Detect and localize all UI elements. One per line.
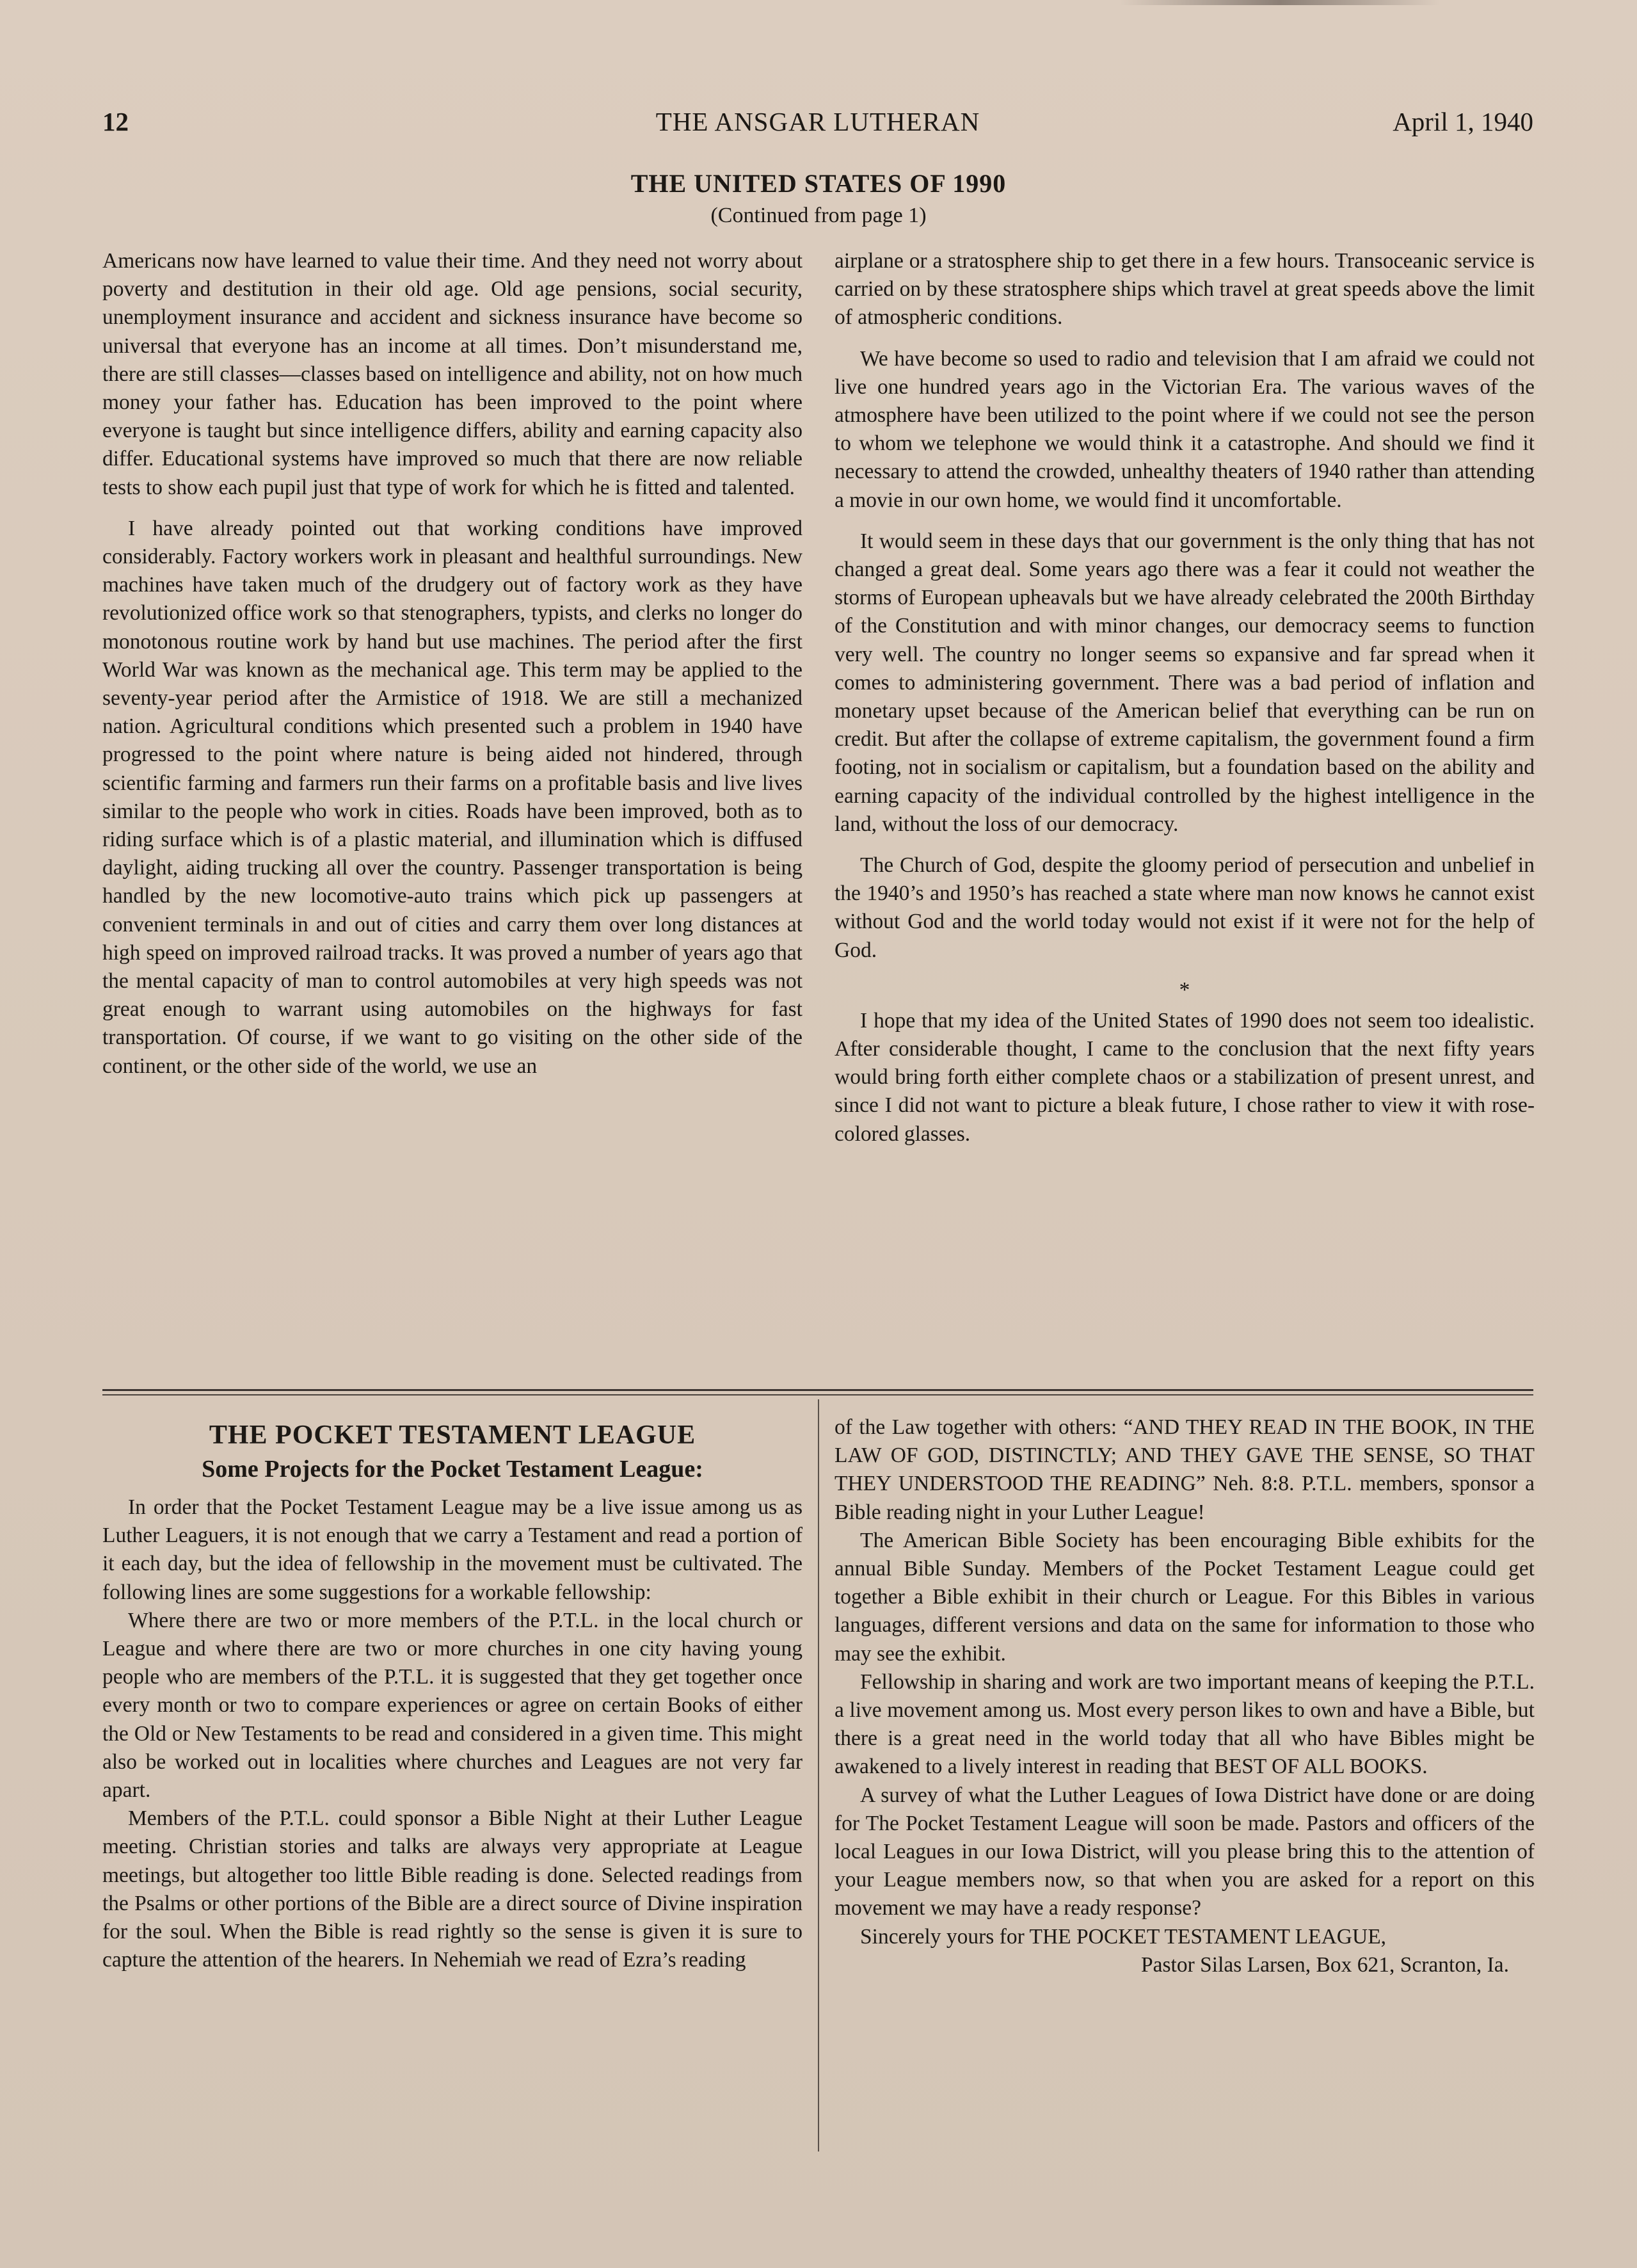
ptl-article-title: THE POCKET TESTAMENT LEAGUE: [209, 1420, 696, 1450]
section-divider: [102, 1389, 1533, 1391]
ptl-article-subtitle: Some Projects for the Pocket Testament League:: [202, 1456, 703, 1483]
article-paragraph: airplane or a stratosphere ship to get there in a few hours. Transoceanic service is carried on by these stratosphere ships which travel at great speeds above the limit of atmospheric conditions.: [834, 249, 1535, 330]
ptl-column-right: [834, 1413, 1535, 1979]
article-title: THE UNITED STATES OF 1990: [630, 169, 1007, 198]
section-separator: *: [1179, 977, 1190, 1002]
issue-date: April 1, 1940: [1393, 107, 1533, 136]
ptl-paragraph: Fellowship in sharing and work are two important means of keeping the P.T.L. a live movement among us. Most every person likes to own and have a Bible, but there is a great need in the world today that all who have Bibles might be awakened to a lively interest in reading that BEST OF ALL BOOKS.: [834, 1669, 1535, 1779]
page-edge-mark: [1120, 0, 1440, 5]
running-header: [102, 102, 1533, 141]
column-divider: [818, 1399, 819, 2151]
article-continuation-note: (Continued from page 1): [710, 204, 927, 227]
ptl-closing: Sincerely yours for THE POCKET TESTAMENT LEAGUE,: [860, 1924, 1387, 1949]
ptl-paragraph: of the Law together with others: “AND THEY READ IN THE BOOK, IN THE LAW OF GOD, DISTINCTLY; AND THEY GAVE THE SENSE, SO THAT THEY UNDERSTOOD THE READING” Neh. 8:8. P.T.L. members, sponsor a Bible reading night in your Luther League!: [834, 1415, 1535, 1524]
article-closing-paragraph: I hope that my idea of the United States of 1990 does not seem too idealistic. After considerable thought, I came to the conclusion that the next fifty years would bring forth either complete chaos or a stabilization of present unrest, and since I did not want to picture a bleak future, I chose rather to view it with rose-colored glasses.: [834, 1008, 1535, 1146]
article-paragraph: The Church of God, despite the gloomy period of persecution and unbelief in the 1940’s and 1950’s has reached a state where man now knows he cannot exist without God and the world today would not exist if it were not for the help of God.: [834, 853, 1535, 962]
section-divider-secondary: [102, 1394, 1533, 1395]
ptl-paragraph: Members of the P.T.L. could sponsor a Bible Night at their Luther League meeting. Christian stories and talks are always very appropriate at League meetings, but altogether too little Bible reading is done. Selected readings from the Psalms or other portions of the Bible are a direct source of Divine inspiration for the soul. When the Bible is read rightly so the sense is given it is sure to capture the attention of the hearers. In Nehemiah we read of Ezra’s reading: [102, 1806, 803, 1972]
ptl-paragraph: The American Bible Society has been encouraging Bible exhibits for the annual Bible Sunday. Members of the Pocket Testament League could get together a Bible exhibit in their church or League. For this Bibles in various languages, different versions and data on the same for information to those who may see the exhibit.: [834, 1528, 1535, 1666]
page-number: 12: [102, 107, 129, 136]
article-paragraph: I have already pointed out that working conditions have improved considerably. Factory workers work in pleasant and healthful surroundings. New machines have taken much of the drudgery out of factory work as they have revolutionized office work so that stenographers, typists, and clerks no longer do monotonous routine work by hand but use machines. The period after the first World War was known as the mechanical age. This term may be applied to the seventy-year period after the Armistice of 1918. We are still a mechanized nation. Agricultural conditions which presented such a problem in 1940 have progressed to the point where nature is being aided not hindered, through scientific farming and farmers run their farms on a profitable basis and live lives similar to the people who work in cities. Roads have been improved, both as to riding surface which is of a plastic material, and illumination which is diffused daylight, aiding trucking all over the country. Passenger transportation is being handled by the new locomotive-auto trains which pick up passengers at convenient terminals in and out of cities and carry them over long distances at high speed on improved railroad tracks. It was proved a number of years ago that the mental capacity of man to control automobiles at very high speeds was not great enough to warrant using automobiles on the highways for fast transportation. Of course, if we want to go visiting on the other side of the continent, or the other side of the world, we use an: [102, 516, 803, 1078]
article-paragraph: Americans now have learned to value their time. And they need not worry about poverty and destitution in their old age. Old age pensions, social security, unemployment insurance and accident and sickness insurance have become so universal that everyone has an income at all times. Don’t misunderstand me, there are still classes—classes based on intelligence and ability, not on how much money your father has. Education has been improved to the point where everyone is taught but since intelligence differs, ability and earning capacity also differ. Educational systems have improved so much that there are now reliable tests to show each pupil just that type of work for which he is fitted and talented.: [102, 249, 803, 499]
ptl-paragraph: A survey of what the Luther Leagues of Iowa District have done or are doing for The Pocket Testament League will soon be made. Pastors and officers of the local Leagues in our Iowa District, will you please bring this to the attention of your League members now, so that when you are asked for a report on this movement we may have a ready response?: [834, 1783, 1535, 1920]
ptl-column-left: [102, 1493, 803, 1974]
article-column-left: [102, 247, 803, 1093]
ptl-signature: Pastor Silas Larsen, Box 621, Scranton, Ia.: [1141, 1952, 1509, 1977]
ptl-paragraph: In order that the Pocket Testament League may be a live issue among us as Luther Leaguers, it is not enough that we carry a Testament and read a portion of it each day, but the idea of fellowship in the movement must be cultivated. The following lines are some suggestions for a workable fellowship:: [102, 1495, 803, 1604]
article-column-right: [834, 247, 1535, 1161]
article-paragraph: We have become so used to radio and television that I am afraid we could not live one hundred years ago in the Victorian Era. The various waves of the atmosphere have been utilized to the point where if we could not see the person to whom we telephone we would think it a catastrophe. And should we find it necessary to attend the crowded, unhealthy theaters of 1940 rather than attending a movie in our own home, we would find it uncomfortable.: [834, 346, 1535, 512]
article-paragraph: It would seem in these days that our government is the only thing that has not changed a great deal. Some years ago there was a fear it could not weather the storms of European upheavals but we have already celebrated the 200th Birthday of the Constitution and with minor changes, our democracy seems to function very well. The country no longer seems so expansive and far spread when it comes to administering government. There was a bad period of inflation and monetary upset because of the American belief that everything can be run on credit. But after the collapse of extreme capitalism, the government found a firm footing, not in socialism or capitalism, but a foundation based on the ability and earning capacity of the individual controlled by the highest intelligence in the land, without the loss of our democracy.: [834, 529, 1535, 836]
publication-name: THE ANSGAR LUTHERAN: [655, 107, 980, 136]
ptl-paragraph: Where there are two or more members of the P.T.L. in the local church or League and where there are two or more churches in one city having young people who are members of the P.T.L. it is suggested that they get together once every month or two to compare experiences or agree on certain Books of either the Old or New Testaments to be read and considered in a given time. This might also be worked out in localities where churches and Leagues are not very far apart.: [102, 1608, 803, 1803]
